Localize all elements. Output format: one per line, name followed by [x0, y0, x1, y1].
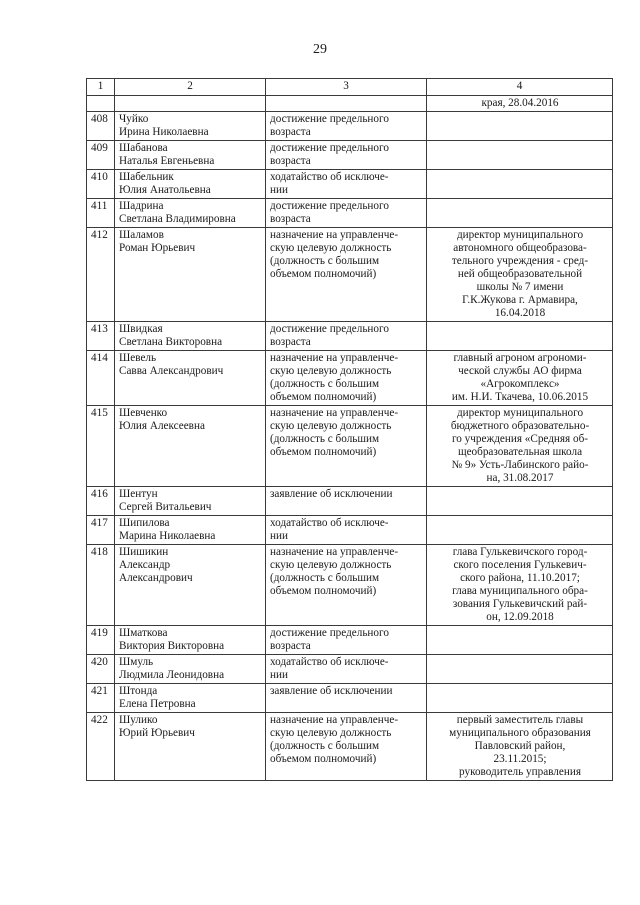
reason-line: достижение предельного: [270, 142, 389, 154]
position-line: ского поселения Гулькевич-: [453, 559, 587, 571]
position-line: «Агрокомплекс»: [480, 378, 560, 390]
position-line: тельного учреждения - сред-: [451, 255, 589, 267]
name-line: Шаламов: [119, 229, 164, 241]
reason-line: скую целевую должность: [270, 727, 392, 739]
name-line: Шабанова: [119, 142, 168, 154]
reason-cell: [266, 322, 427, 351]
header-col-1: 1: [87, 79, 115, 96]
name-line: Ирина Николаевна: [119, 126, 209, 138]
name-cell: [115, 228, 266, 322]
reason-line: достижение предельного: [270, 113, 389, 125]
reason-cell: [266, 228, 427, 322]
reason-cell: [266, 406, 427, 487]
reason-cell: [266, 487, 427, 516]
reason-cell: [266, 655, 427, 684]
reason-cell: [266, 199, 427, 228]
reason-line: скую целевую должность: [270, 242, 392, 254]
reason-line: (должность с большим: [270, 740, 380, 752]
table-row: [87, 713, 613, 781]
reason-cell: [266, 141, 427, 170]
position-line: 23.11.2015;: [493, 753, 547, 765]
table-row: [87, 545, 613, 626]
name-line: Шишикин: [119, 546, 169, 558]
table-row: [87, 141, 613, 170]
position-cell: [427, 228, 613, 322]
position-line: зования Гулькевичский рай-: [452, 598, 588, 610]
reason-line: достижение предельного: [270, 323, 389, 335]
name-line: Марина Николаевна: [119, 530, 216, 542]
position-line: автономного общеобразова-: [453, 242, 587, 254]
continuation-row: [87, 96, 613, 112]
reason-line: (должность с большим: [270, 255, 380, 267]
name-cell: [115, 516, 266, 545]
table-row: [87, 322, 613, 351]
reason-line: скую целевую должность: [270, 365, 392, 377]
reason-cell: [266, 170, 427, 199]
table-row: [87, 351, 613, 406]
position-line: щеобразовательная школа: [457, 446, 583, 458]
reason-cell: [266, 545, 427, 626]
position-line: Павловский район,: [474, 740, 566, 752]
position-cell: [427, 516, 613, 545]
table-row: [87, 487, 613, 516]
table-header-row: [87, 79, 613, 96]
row-number-cell: 409: [87, 141, 115, 170]
name-line: Сергей Витальевич: [119, 501, 212, 513]
position-line: первый заместитель главы: [456, 714, 584, 726]
position-cell: [427, 487, 613, 516]
position-line: главный агроном агрономи-: [453, 352, 587, 364]
row-number-cell: 422: [87, 713, 115, 781]
position-cell: [427, 626, 613, 655]
position-line: № 9» Усть-Лабинского райо-: [451, 459, 589, 471]
name-cell: [115, 141, 266, 170]
row-number-cell: 414: [87, 351, 115, 406]
position-line: директор муниципального: [456, 229, 584, 241]
reason-line: назначение на управленче-: [270, 407, 399, 419]
name-line: Шипилова: [119, 517, 170, 529]
name-cell: [115, 545, 266, 626]
table-row: [87, 170, 613, 199]
reason-cell: [266, 96, 427, 112]
name-cell: [115, 487, 266, 516]
table-row: [87, 626, 613, 655]
row-number-cell: [87, 96, 115, 112]
name-cell: [115, 170, 266, 199]
row-number-cell: 417: [87, 516, 115, 545]
position-line: руководитель управления: [459, 766, 581, 778]
name-line: Шматкова: [119, 627, 168, 639]
reason-line: ходатайство об исключе-: [270, 171, 389, 183]
reason-line: возраста: [270, 126, 311, 138]
position-line: муниципального образования: [449, 727, 591, 739]
reason-line: достижение предельного: [270, 200, 389, 212]
position-line: края, 28.04.2016: [481, 97, 559, 109]
name-cell: [115, 351, 266, 406]
row-number-cell: 418: [87, 545, 115, 626]
name-line: Роман Юрьевич: [119, 242, 196, 254]
name-line: Елена Петровна: [119, 698, 196, 710]
name-line: Александрович: [119, 572, 193, 584]
name-line: Шмуль: [119, 656, 154, 668]
position-cell: [427, 322, 613, 351]
position-cell: [427, 713, 613, 781]
row-number-cell: 419: [87, 626, 115, 655]
name-line: Чуйко: [119, 113, 149, 125]
table-row: [87, 112, 613, 141]
row-number-cell: 415: [87, 406, 115, 487]
reason-line: объемом полномочий): [270, 585, 377, 597]
position-cell: [427, 96, 613, 112]
reason-line: назначение на управленче-: [270, 546, 399, 558]
name-line: Штонда: [119, 685, 158, 697]
reason-line: назначение на управленче-: [270, 714, 399, 726]
position-cell: [427, 684, 613, 713]
name-cell: [115, 713, 266, 781]
reason-cell: [266, 684, 427, 713]
name-cell: [115, 406, 266, 487]
reason-cell: [266, 351, 427, 406]
header-col-2: 2: [115, 79, 266, 96]
name-line: Людмила Леонидовна: [119, 669, 225, 681]
name-line: Наталья Евгеньевна: [119, 155, 215, 167]
reason-cell: [266, 626, 427, 655]
reason-cell: [266, 112, 427, 141]
position-cell: [427, 406, 613, 487]
reason-line: возраста: [270, 336, 311, 348]
position-line: бюджетного образовательно-: [450, 420, 590, 432]
position-cell: [427, 112, 613, 141]
row-number-cell: 411: [87, 199, 115, 228]
reason-cell: [266, 516, 427, 545]
reason-line: (должность с большим: [270, 433, 380, 445]
reason-line: нии: [270, 530, 288, 542]
reason-line: нии: [270, 669, 288, 681]
table-row: [87, 199, 613, 228]
reason-line: объемом полномочий): [270, 268, 377, 280]
reason-line: (должность с большим: [270, 378, 380, 390]
header-col-4: 4: [427, 79, 613, 96]
reason-line: назначение на управленче-: [270, 229, 399, 241]
row-number-cell: 412: [87, 228, 115, 322]
reason-line: назначение на управленче-: [270, 352, 399, 364]
name-cell: [115, 199, 266, 228]
reason-line: объемом полномочий): [270, 446, 377, 458]
name-line: Светлана Владимировна: [119, 213, 236, 225]
position-cell: [427, 545, 613, 626]
reason-line: объемом полномочий): [270, 391, 377, 403]
name-cell: [115, 684, 266, 713]
name-cell: [115, 112, 266, 141]
position-line: на, 31.08.2017: [486, 472, 554, 484]
name-line: Шентун: [119, 488, 158, 500]
position-cell: [427, 199, 613, 228]
reason-line: объемом полномочий): [270, 753, 377, 765]
reason-line: нии: [270, 184, 288, 196]
name-cell: [115, 322, 266, 351]
position-line: глава Гулькевичского город-: [452, 546, 588, 558]
position-line: директор муниципального: [456, 407, 584, 419]
position-line: он, 12.09.2018: [486, 611, 554, 623]
position-line: школы № 7 имени: [476, 281, 564, 293]
position-line: им. Н.И. Ткачева, 10.06.2015: [451, 391, 589, 403]
table-row: [87, 228, 613, 322]
name-cell: [115, 626, 266, 655]
position-line: глава муниципального обра-: [452, 585, 588, 597]
table-row: [87, 406, 613, 487]
reason-line: ходатайство об исключе-: [270, 517, 389, 529]
position-cell: [427, 141, 613, 170]
name-cell: [115, 96, 266, 112]
row-number-cell: 410: [87, 170, 115, 199]
reason-cell: [266, 713, 427, 781]
name-line: Савва Александрович: [119, 365, 224, 377]
reason-line: скую целевую должность: [270, 559, 392, 571]
row-number-cell: 413: [87, 322, 115, 351]
reason-line: возраста: [270, 155, 311, 167]
name-line: Александр: [119, 559, 171, 571]
name-line: Шулико: [119, 714, 158, 726]
reason-line: заявление об исключении: [270, 685, 393, 697]
name-line: Юлия Анатольевна: [119, 184, 211, 196]
reason-line: возраста: [270, 213, 311, 225]
reason-line: (должность с большим: [270, 572, 380, 584]
reason-line: заявление об исключении: [270, 488, 393, 500]
position-cell: [427, 351, 613, 406]
name-line: Шевченко: [119, 407, 168, 419]
table-row: [87, 516, 613, 545]
row-number-cell: 416: [87, 487, 115, 516]
position-cell: [427, 170, 613, 199]
name-line: Швидкая: [119, 323, 163, 335]
position-line: ского района, 11.10.2017;: [460, 572, 580, 584]
name-line: Шадрина: [119, 200, 164, 212]
reason-line: возраста: [270, 640, 311, 652]
name-cell: [115, 655, 266, 684]
reason-line: достижение предельного: [270, 627, 389, 639]
name-line: Виктория Викторовна: [119, 640, 225, 652]
name-line: Шевель: [119, 352, 157, 364]
table-row: [87, 655, 613, 684]
table-row: [87, 684, 613, 713]
name-line: Юлия Алексеевна: [119, 420, 205, 432]
reason-line: скую целевую должность: [270, 420, 392, 432]
position-line: го учреждения «Средняя об-: [451, 433, 589, 445]
position-line: ней общеобразовательной: [457, 268, 583, 280]
row-number-cell: 421: [87, 684, 115, 713]
position-line: Г.К.Жукова г. Армавира,: [462, 294, 578, 306]
name-line: Шабельник: [119, 171, 174, 183]
position-cell: [427, 655, 613, 684]
registry-table: [86, 78, 613, 781]
name-line: Юрий Юрьевич: [119, 727, 195, 739]
reason-line: ходатайство об исключе-: [270, 656, 389, 668]
header-col-3: 3: [266, 79, 427, 96]
page-number: 29: [313, 42, 327, 57]
row-number-cell: 408: [87, 112, 115, 141]
row-number-cell: 420: [87, 655, 115, 684]
name-line: Светлана Викторовна: [119, 336, 223, 348]
position-line: ческой службы АО фирма: [458, 365, 582, 377]
position-line: 16.04.2018: [494, 307, 546, 319]
